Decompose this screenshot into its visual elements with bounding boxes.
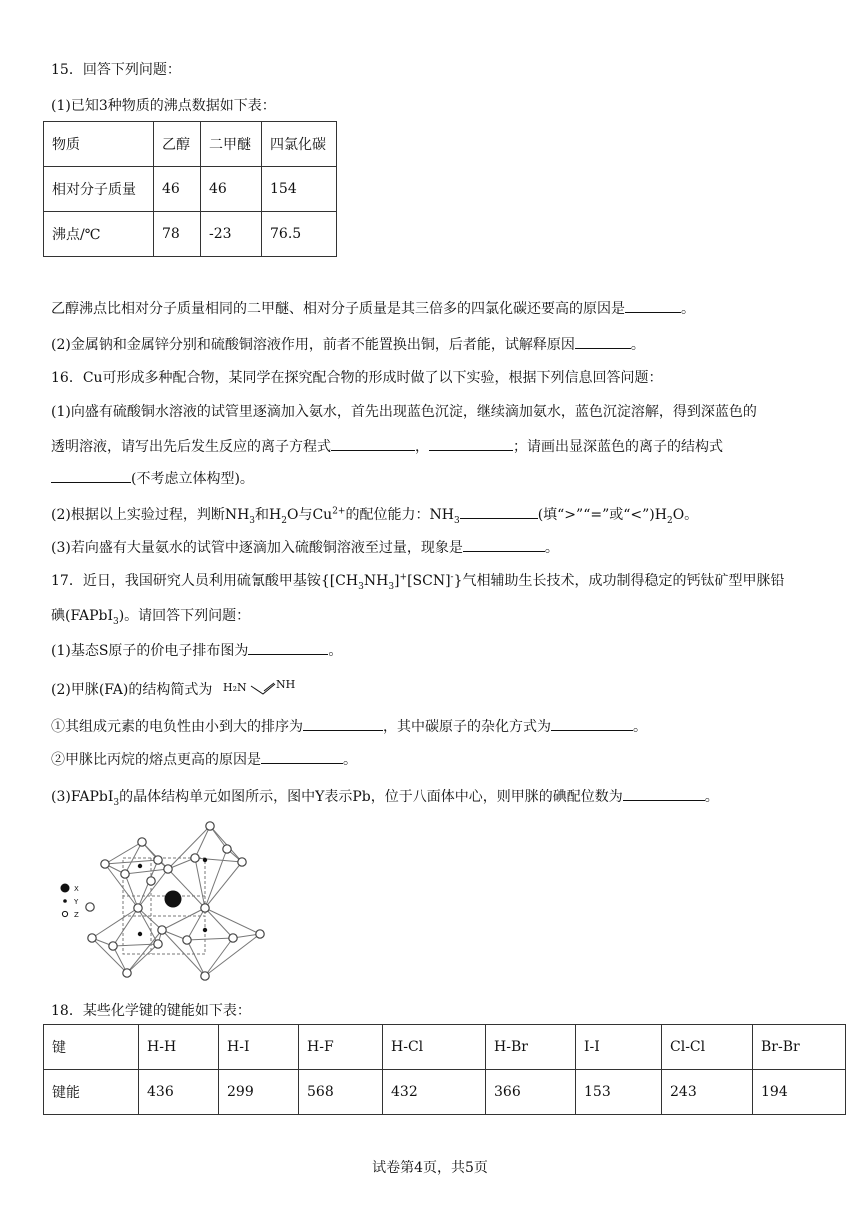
superscript: + <box>399 572 408 583</box>
q17-question2-2 <box>51 749 357 770</box>
q16-part3 <box>51 537 559 558</box>
table-cell: 78 <box>154 212 201 257</box>
question-text: (1)基态S原子的价电子排布图为 <box>51 643 249 659</box>
q16-part2 <box>51 504 698 525</box>
question-text: 和H <box>255 507 282 523</box>
figure-legend <box>61 884 80 920</box>
answer-blank[interactable] <box>51 468 131 483</box>
answer-blank[interactable] <box>463 537 545 552</box>
formamidine-structure-svg <box>223 676 301 698</box>
page-footer: 试卷第4页，共5页 <box>372 1160 488 1176</box>
table-cell: 432 <box>383 1070 486 1115</box>
bond-energy-table <box>43 1024 846 1115</box>
question-text: (2)金属钠和金属锌分别和硫酸铜溶液作用，前者不能置换出铜，后者能，试解释原因 <box>51 337 575 353</box>
question-text: ；请画出显深蓝色的离子的结构式 <box>513 439 723 455</box>
table-cell: 沸点/℃ <box>44 212 154 257</box>
q15-question1 <box>51 298 695 319</box>
punct: 。 <box>544 540 559 556</box>
question-text: (不考虑立体构型)。 <box>131 471 254 487</box>
table-cell: -23 <box>201 212 262 257</box>
question-text: }气相辅助生长技术，成功制得稳定的钙钛矿型甲脒铅 <box>453 573 785 589</box>
table-cell: H-F <box>299 1025 383 1070</box>
answer-blank[interactable] <box>460 504 538 519</box>
table-cell: 436 <box>139 1070 219 1115</box>
table-cell: Cl-Cl <box>662 1025 753 1070</box>
table-cell: 键 <box>44 1025 139 1070</box>
boiling-point-table <box>43 121 337 257</box>
q17-question2-1 <box>51 716 647 737</box>
answer-blank[interactable] <box>623 786 705 801</box>
punct: ， <box>415 439 429 455</box>
table-cell: 乙醇 <box>154 122 201 167</box>
formamidine-structure <box>223 676 301 704</box>
question-text: ①其组成元素的电负性由小到大的排序为 <box>51 719 303 735</box>
legend-z-label: Z <box>74 911 79 919</box>
question-text: O与Cu <box>286 507 333 523</box>
q15-sub1: (1)已知3种物质的沸点数据如下表： <box>51 98 276 114</box>
q17-line2 <box>51 606 250 626</box>
q15-title: 15．回答下列问题： <box>51 62 181 78</box>
punct: 。 <box>704 789 719 805</box>
answer-blank[interactable] <box>248 640 328 655</box>
fa-double-bond <box>264 683 274 691</box>
table-cell: H-Br <box>486 1025 576 1070</box>
punct: 。 <box>633 719 647 735</box>
q18-title: 18．某些化学键的键能如下表： <box>51 1003 251 1019</box>
table-row <box>44 122 337 167</box>
q17-line1 <box>51 571 785 591</box>
table-cell: 194 <box>753 1070 846 1115</box>
question-text: ，其中碳原子的杂化方式为 <box>383 719 551 735</box>
superscript: - <box>450 572 454 583</box>
subscript: 3 <box>112 616 119 627</box>
subscript: 3 <box>358 581 364 592</box>
table-cell: 二甲醚 <box>201 122 262 167</box>
question-text: 透明溶液，请写出先后发生反应的离子方程式 <box>51 439 331 455</box>
legend-y-label: Y <box>74 898 79 906</box>
table-cell: 76.5 <box>262 212 337 257</box>
question-text: (填“>”“=”或“<”)H <box>537 507 667 523</box>
table-row <box>44 1025 846 1070</box>
q17-question2 <box>51 676 301 704</box>
table-cell: 物质 <box>44 122 154 167</box>
punct: 。 <box>630 337 645 353</box>
table-cell: 153 <box>576 1070 662 1115</box>
fa-right-label: NH <box>275 678 296 691</box>
question-text: 的晶体结构单元如图所示，图中Y表示Pb，位于八面体中心，则甲脒的碘配位数为 <box>119 789 623 805</box>
table-row <box>44 167 337 212</box>
q15-question2 <box>51 334 645 355</box>
question-text: ②甲脒比丙烷的熔点更高的原因是 <box>51 752 261 768</box>
table-cell: 46 <box>154 167 201 212</box>
answer-blank[interactable] <box>625 298 681 313</box>
table-cell: 键能 <box>44 1070 139 1115</box>
answer-blank[interactable] <box>303 716 383 731</box>
question-text: 乙醇沸点比相对分子质量相同的二甲醚、相对分子质量是其三倍多的四氯化碳还要高的原因是 <box>51 301 625 317</box>
table-cell: H-I <box>219 1025 299 1070</box>
table-cell: 46 <box>201 167 262 212</box>
question-text: 的配位能力：NH <box>345 507 454 523</box>
table-cell: 299 <box>219 1070 299 1115</box>
question-text: (2)甲脒(FA)的结构简式为 <box>51 682 213 698</box>
legend-y-marker <box>63 899 67 903</box>
question-text: 17．近日，我国研究人员利用硫氰酸甲基铵{[CH <box>51 573 359 589</box>
table-cell: 四氯化碳 <box>262 122 337 167</box>
punct: 。 <box>681 301 695 317</box>
table-cell: 568 <box>299 1070 383 1115</box>
subscript: 3 <box>249 515 256 526</box>
subscript: 3 <box>388 581 395 592</box>
legend-x-label: X <box>74 885 79 893</box>
q16-part1-line3 <box>51 468 254 489</box>
subscript: 3 <box>453 515 460 526</box>
answer-blank[interactable] <box>331 436 415 451</box>
legend-x-marker <box>61 884 70 893</box>
legend-z-marker <box>62 911 67 916</box>
table-row <box>44 1070 846 1115</box>
table-cell: I-I <box>576 1025 662 1070</box>
question-text: (2)根据以上实验过程，判断NH <box>51 507 250 523</box>
question-text: [SCN] <box>407 573 451 589</box>
question-text: )。请回答下列问题： <box>118 608 251 624</box>
table-cell: H-Cl <box>383 1025 486 1070</box>
crystal-structure-figure <box>55 818 285 990</box>
table-cell: 相对分子质量 <box>44 167 154 212</box>
punct: 。 <box>343 752 357 768</box>
question-text: 碘(FAPbI <box>51 608 113 624</box>
answer-blank[interactable] <box>551 716 633 731</box>
fa-left-label: H₂N <box>222 681 247 694</box>
table-cell: 366 <box>486 1070 576 1115</box>
answer-blank[interactable] <box>575 334 631 349</box>
subscript: 2 <box>281 515 287 526</box>
q17-question3 <box>51 786 719 807</box>
q16-part1-line1: (1)向盛有硫酸铜水溶液的试管里逐滴加入氨水，首先出现蓝色沉淀，继续滴加氨水，蓝色沉淀溶解，得到深蓝色的 <box>51 404 757 420</box>
question-text: ] <box>394 573 400 589</box>
table-row <box>44 212 337 257</box>
table-cell: 154 <box>262 167 337 212</box>
table-cell: H-H <box>139 1025 219 1070</box>
superscript: 2+ <box>332 506 346 517</box>
question-text: NH <box>363 573 389 589</box>
table-cell: 243 <box>662 1070 753 1115</box>
punct: 。 <box>328 643 343 659</box>
x-atom <box>165 891 182 908</box>
question-text: (3)FAPbI <box>51 789 114 805</box>
q16-part1-line2 <box>51 436 723 457</box>
subscript: 2 <box>666 515 673 526</box>
answer-blank[interactable] <box>261 749 343 764</box>
table-cell: Br-Br <box>753 1025 846 1070</box>
q17-question1 <box>51 640 342 661</box>
q16-title: 16．Cu可形成多种配合物，某同学在探究配合物的形成时做了以下实验，根据下列信息回答问题： <box>51 370 663 386</box>
question-text: O。 <box>672 507 699 523</box>
subscript: 3 <box>113 797 120 808</box>
answer-blank[interactable] <box>429 436 513 451</box>
question-text: (3)若向盛有大量氨水的试管中逐滴加入硫酸铜溶液至过量，现象是 <box>51 540 463 556</box>
